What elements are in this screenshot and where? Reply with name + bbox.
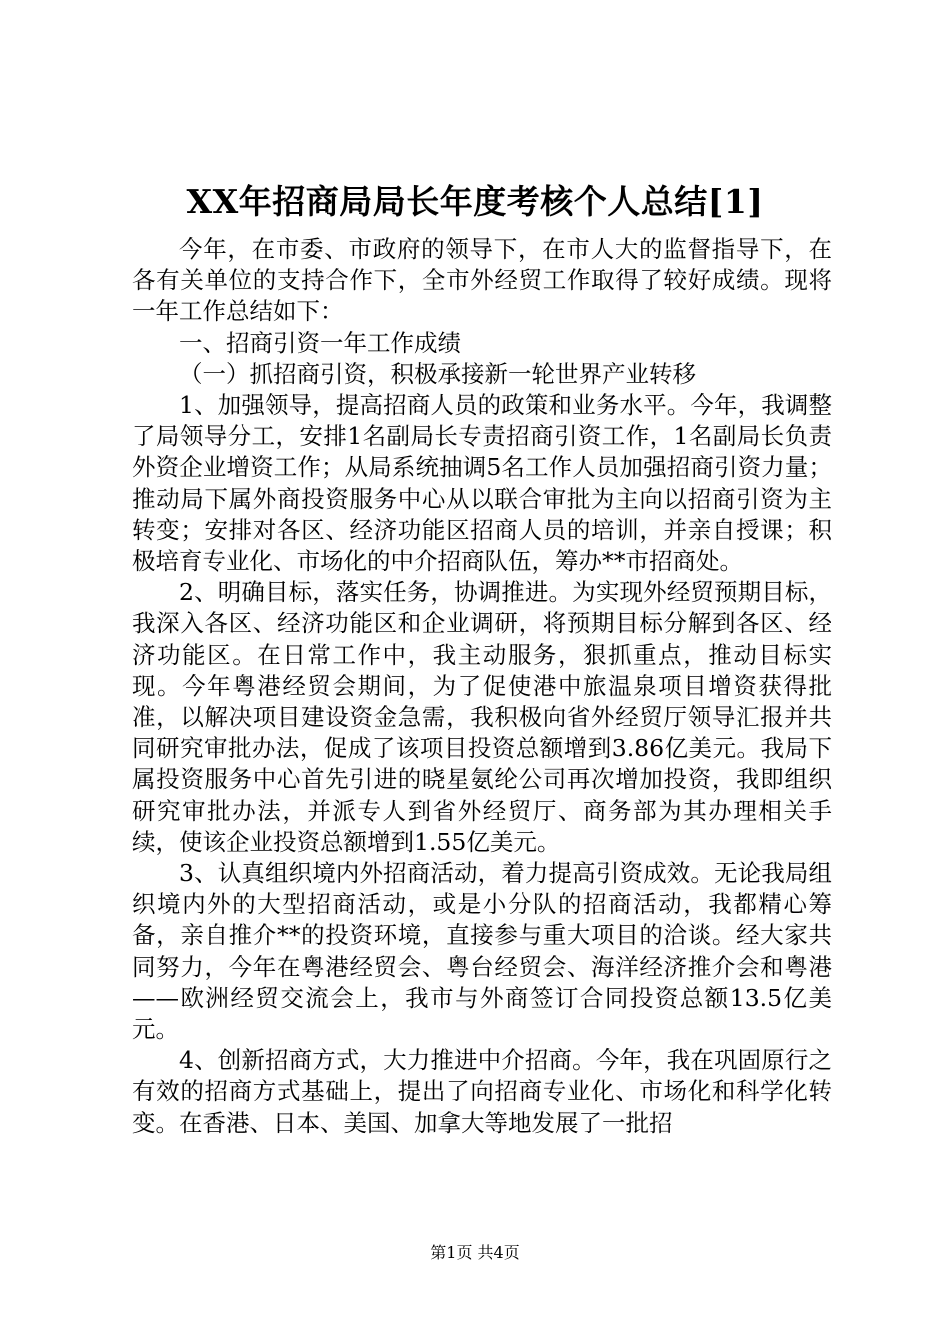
paragraph-item-2: 2、明确目标，落实任务，协调推进。为实现外经贸预期目标，我深入各区、经济功能区和企业调研，将预期目标分解到各区、经济功能区。在日常工作中，我主动服务，狠抓重点，推动目标实现。今年粤港经贸会期间，为了促使港中旅温泉项目增资获得批准，以解决项目建设资金急需，我积极向省外经贸厅领导汇报并共同研究审批办法，促成了该项目投资总额增到3.86亿美元。我局下属投资服务中心首先引进的晓星氨纶公司再次增加投资，我即组织研究审批办法，并派专人到省外经贸厅、商务部为其办理相关手续，使该企业投资总额增到1.55亿美元。	[132, 578, 832, 856]
paragraph-item-4: 4、创新招商方式，大力推进中介招商。今年，我在巩固原行之有效的招商方式基础上，提出了向招商专业化、市场化和科学化转变。在香港、日本、美国、加拿大等地发展了一批招	[132, 1046, 832, 1137]
page-footer: 第1页 共4页	[430, 1243, 520, 1262]
heading-section-1: 一、招商引资一年工作成绩	[179, 328, 461, 357]
paragraph-item-3: 3、认真组织境内外招商活动，着力提高引资成效。无论我局组织境内外的大型招商活动，或是小分队的招商活动，我都精心筹备，亲自推介**的投资环境，直接参与重大项目的洽谈。经大家共同努力，今年在粤港经贸会、粤台经贸会、海洋经济推介会和粤港——欧洲经贸交流会上，我市与外商签订合同投资总额13.5亿美元。	[132, 859, 832, 1044]
paragraph-intro: 今年，在市委、市政府的领导下，在市人大的监督指导下，在各有关单位的支持合作下，全市外经贸工作取得了较好成绩。现将一年工作总结如下：	[132, 235, 832, 326]
document-title: XX年招商局局长年度考核个人总结[1]	[186, 182, 764, 221]
heading-subsection-1: （一）抓招商引资，积极承接新一轮世界产业转移	[179, 359, 696, 388]
document-body	[132, 234, 832, 1139]
paragraph-item-1: 1、加强领导，提高招商人员的政策和业务水平。今年，我调整了局领导分工，安排1名副局长专责招商引资工作，1名副局长负责外资企业增资工作；从局系统抽调5名工作人员加强招商引资力量；推动局下属外商投资服务中心从以联合审批为主向以招商引资为主转变；安排对各区、经济功能区招商人员的培训，并亲自授课；积极培育专业化、市场化的中介招商队伍，筹办**市招商处。	[132, 391, 832, 576]
